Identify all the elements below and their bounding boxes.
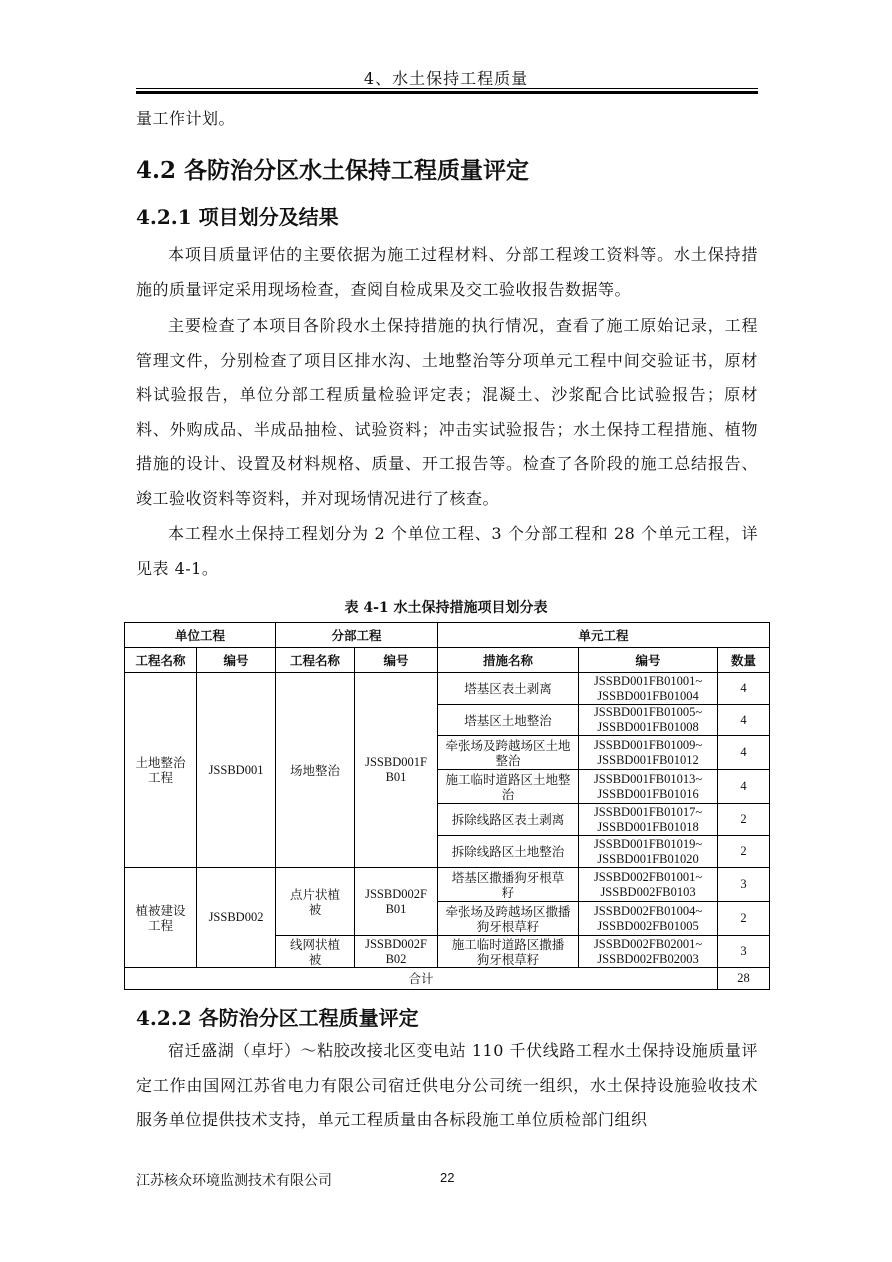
code-start: JSSBD001FB01009~ bbox=[593, 737, 703, 752]
code-start: JSSBD001FB01013~ bbox=[593, 771, 703, 786]
page-number: 22 bbox=[440, 1170, 455, 1185]
paragraph-inspection: 主要检查了本项目各阶段水土保持措施的执行情况，查看了施工原始记录，工程管理文件，分别检查了项目区排水沟、土地整治等分项单元工程中间交验证书，原材料试验报告，单位分部工程质量检验评定表；混凝土、沙浆配合比试验报告；原材料、外购成品、半成品抽检、试验资料；冲击实试验报告；水土保持工程措施、植物措施的设计、设置及材料规格、质量、开工报告等。检查了各阶段的施工总结报告、竣工验收资料等资料，并对现场情况进行了核查。 bbox=[136, 316, 758, 508]
section-heading-4-2-2: 4.2.2 各防治分区工程质量评定 bbox=[136, 1006, 419, 1030]
measure-cell: 塔基区土地整治 bbox=[438, 705, 579, 736]
code-end: JSSBD001FB01008 bbox=[597, 720, 699, 734]
measure-cell: 牵张场及跨越场区撒播狗牙根草籽 bbox=[438, 902, 579, 936]
col-unit-name: 工程名称 bbox=[125, 648, 197, 673]
unit-name-cell: 土地整治工程 bbox=[125, 673, 197, 868]
code-start: JSSBD002FB01001~ bbox=[593, 869, 703, 884]
code-end: JSSBD002FB0103 bbox=[600, 884, 696, 899]
unit-name-cell: 植被建设工程 bbox=[125, 868, 197, 968]
sub-code-cell: JSSBD001FB01 bbox=[355, 673, 438, 868]
code-end: JSSBD002FB01005 bbox=[597, 918, 699, 933]
header-sub-project: 分部工程 bbox=[276, 623, 438, 648]
code-start: JSSBD002FB02001~ bbox=[593, 936, 703, 951]
count-cell: 2 bbox=[718, 902, 770, 936]
col-sub-name: 工程名称 bbox=[276, 648, 355, 673]
footer-company: 江苏核众环境监测技术有限公司 bbox=[136, 1173, 332, 1189]
total-value: 28 bbox=[718, 968, 770, 990]
header-unit-project: 单位工程 bbox=[125, 623, 276, 648]
project-division-table bbox=[124, 622, 770, 990]
elem-code-cell bbox=[579, 804, 718, 836]
code-end: JSSBD001FB01012 bbox=[597, 752, 699, 767]
count-cell: 3 bbox=[718, 936, 770, 968]
count-cell: 2 bbox=[718, 836, 770, 868]
total-label: 合计 bbox=[125, 968, 718, 990]
code-end: JSSBD001FB01018 bbox=[597, 819, 699, 834]
elem-code-cell bbox=[579, 868, 718, 902]
sub-code-cell: JSSBD002FB02 bbox=[355, 936, 438, 968]
sub-code-cell: JSSBD002FB01 bbox=[355, 868, 438, 936]
header-rule-thick bbox=[136, 91, 758, 94]
code-end: JSSBD002FB02003 bbox=[597, 951, 699, 966]
code-end: JSSBD001FB01020 bbox=[597, 851, 699, 866]
section-heading-4-2: 4.2 各防治分区水土保持工程质量评定 bbox=[136, 157, 530, 184]
measure-cell: 塔基区撒播狗牙根草籽 bbox=[438, 868, 579, 902]
count-cell: 4 bbox=[718, 736, 770, 770]
code-end: JSSBD001FB01004 bbox=[597, 688, 699, 703]
unit-code-cell: JSSBD001 bbox=[197, 673, 276, 868]
elem-code-cell bbox=[579, 770, 718, 804]
count-cell: 3 bbox=[718, 868, 770, 902]
measure-cell: 施工临时道路区撒播狗牙根草籽 bbox=[438, 936, 579, 968]
col-elem-code: 编号 bbox=[579, 648, 718, 673]
code-start: JSSBD001FB01017~ bbox=[593, 804, 703, 819]
code-start: JSSBD001FB01019~ bbox=[593, 836, 703, 851]
col-count: 数量 bbox=[718, 648, 770, 673]
count-cell: 4 bbox=[718, 770, 770, 804]
sub-name-cell: 点片状植被 bbox=[276, 868, 355, 936]
code-end: JSSBD001FB01016 bbox=[597, 786, 699, 801]
measure-cell: 塔基区表土剥离 bbox=[438, 673, 579, 705]
measure-cell: 拆除线路区表土剥离 bbox=[438, 804, 579, 836]
elem-code-cell bbox=[579, 736, 718, 770]
section-heading-4-2-1: 4.2.1 项目划分及结果 bbox=[136, 205, 339, 229]
paragraph-division: 本工程水土保持工程划分为 2 个单位工程、3 个分部工程和 28 个单元工程，详见表 4-1。 bbox=[136, 524, 758, 578]
elem-code-cell bbox=[579, 836, 718, 868]
count-cell: 2 bbox=[718, 804, 770, 836]
table-total-row bbox=[125, 968, 770, 990]
col-measure: 措施名称 bbox=[438, 648, 579, 673]
header-rule-thin bbox=[136, 88, 758, 89]
sub-name-cell: 线网状植被 bbox=[276, 936, 355, 968]
elem-code-cell bbox=[579, 936, 718, 968]
table-group-header-row bbox=[125, 623, 770, 648]
unit-code-cell: JSSBD002 bbox=[197, 868, 276, 968]
elem-code-cell bbox=[579, 705, 718, 736]
code-start: JSSBD001FB01001~ bbox=[593, 673, 703, 688]
code-start: JSSBD001FB01005~ bbox=[593, 705, 703, 719]
code-start: JSSBD002FB01004~ bbox=[593, 903, 703, 918]
elem-code-cell bbox=[579, 673, 718, 705]
measure-cell: 牵张场及跨越场区土地整治 bbox=[438, 736, 579, 770]
table-row bbox=[125, 868, 770, 902]
sub-name-cell: 场地整治 bbox=[276, 673, 355, 868]
paragraph-continuation: 量工作计划。 bbox=[136, 109, 236, 128]
count-cell: 4 bbox=[718, 705, 770, 736]
col-unit-code: 编号 bbox=[197, 648, 276, 673]
col-sub-code: 编号 bbox=[355, 648, 438, 673]
elem-code-cell bbox=[579, 902, 718, 936]
header-element-project: 单元工程 bbox=[438, 623, 770, 648]
count-cell: 4 bbox=[718, 673, 770, 705]
page-header-title: 4、水土保持工程质量 bbox=[363, 69, 529, 88]
measure-cell: 拆除线路区土地整治 bbox=[438, 836, 579, 868]
paragraph-basis: 本项目质量评估的主要依据为施工过程材料、分部工程竣工资料等。水土保持措施的质量评定采用现场检查，查阅自检成果及交工验收报告数据等。 bbox=[136, 245, 758, 299]
table-column-header-row bbox=[125, 648, 770, 673]
table-row bbox=[125, 673, 770, 705]
measure-cell: 施工临时道路区土地整治 bbox=[438, 770, 579, 804]
paragraph-evaluation: 宿迁盛湖（卓圩）～粘胶改接北区变电站 110 千伏线路工程水土保持设施质量评定工作由国网江苏省电力有限公司宿迁供电分公司统一组织，水土保持设施验收技术服务单位提供技术支持，单元工程质量由各标段施工单位质检部门组织 bbox=[136, 1041, 758, 1129]
table-title: 表 4-1 水土保持措施项目划分表 bbox=[344, 600, 548, 616]
